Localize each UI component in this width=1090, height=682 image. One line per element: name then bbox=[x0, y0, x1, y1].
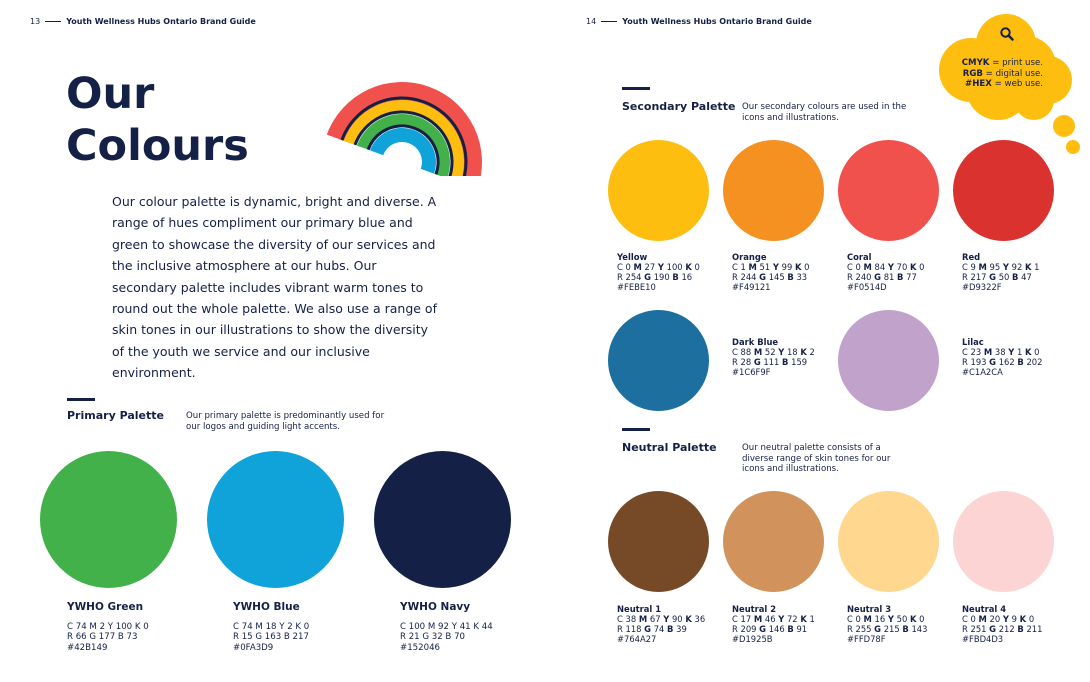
color-values: C 74 M 2 Y 100 K 0 R 66 G 177 B 73 #42B149 bbox=[67, 622, 149, 653]
color-info-coral bbox=[847, 252, 925, 293]
rainbow-illustration bbox=[314, 52, 490, 176]
guide-title: Youth Wellness Hubs Ontario Brand Guide bbox=[66, 17, 256, 26]
color-swatch-lilac bbox=[838, 310, 939, 411]
color-values: C 0 M 16 Y 50 K 0 R 255 G 215 B 143 #FFD78F bbox=[847, 614, 928, 645]
color-values: C 23 M 38 Y 1 K 0 R 193 G 162 B 202 #C1A2CA bbox=[962, 347, 1043, 378]
color-values: C 88 M 52 Y 18 K 2 R 28 G 111 B 159 #1C6F9F bbox=[732, 347, 815, 378]
color-info-neutral-4 bbox=[962, 604, 1042, 645]
cloud-text: CMYK = print use. RGB = digital use. #HEX = web use. bbox=[961, 58, 1043, 90]
color-values: C 0 M 27 Y 100 K 0 R 254 G 190 B 16 #FEBE10 bbox=[617, 262, 700, 293]
color-name: Neutral 1 bbox=[617, 604, 662, 614]
color-swatch-yellow bbox=[608, 140, 709, 241]
color-name: Neutral 4 bbox=[962, 604, 1007, 614]
secondary-palette-heading: Secondary Palette bbox=[622, 100, 736, 113]
primary-palette-description: Our primary palette is predominantly used for our logos and guiding light accents. bbox=[186, 411, 385, 432]
color-info-red bbox=[962, 252, 1040, 293]
color-name: Neutral 2 bbox=[732, 604, 777, 614]
secondary-palette-description: Our secondary colours are used in the icons and illustrations. bbox=[742, 102, 907, 123]
color-name: YWHO Green bbox=[67, 601, 144, 613]
color-name: Red bbox=[962, 252, 981, 262]
color-swatch-orange bbox=[723, 140, 824, 241]
color-swatch-green bbox=[40, 451, 177, 588]
page-header-right bbox=[586, 17, 812, 26]
color-name: Dark Blue bbox=[732, 337, 779, 347]
color-values: C 0 M 20 Y 9 K 0 R 251 G 212 B 211 #FBD4D3 bbox=[962, 614, 1043, 645]
page-number: 13 bbox=[30, 17, 41, 26]
guide-title: Youth Wellness Hubs Ontario Brand Guide bbox=[622, 17, 812, 26]
section-rule bbox=[622, 87, 650, 90]
primary-palette-heading: Primary Palette bbox=[67, 409, 164, 422]
color-name: Neutral 3 bbox=[847, 604, 892, 614]
color-info-blue bbox=[233, 601, 309, 653]
neutral-palette-description: Our neutral palette consists of a diverse range of skin tones for our icons and illustrations. bbox=[742, 443, 891, 474]
color-info-green bbox=[67, 601, 149, 653]
color-info-yellow bbox=[617, 252, 700, 293]
color-swatch-neutral-3 bbox=[838, 491, 939, 592]
color-info-neutral-1 bbox=[617, 604, 705, 645]
color-swatch-coral bbox=[838, 140, 939, 241]
color-info-orange bbox=[732, 252, 810, 293]
section-rule bbox=[622, 428, 650, 431]
page-title bbox=[66, 68, 249, 172]
page-header-left bbox=[30, 17, 256, 26]
color-values: C 100 M 92 Y 41 K 44 R 21 G 32 B 70 #152046 bbox=[400, 622, 493, 653]
page-number: 14 bbox=[586, 17, 597, 26]
header-rule bbox=[45, 21, 61, 22]
color-swatch-dark-blue bbox=[608, 310, 709, 411]
title-line-1: Our bbox=[66, 69, 155, 119]
section-rule bbox=[67, 398, 95, 401]
color-swatch-blue bbox=[207, 451, 344, 588]
intro-paragraph: Our colour palette is dynamic, bright and diverse. A range of hues compliment our primary blue and green to showcase the diversity of our services and the inclusive atmosphere at our hubs. Our secondary palette includes vibrant warm tones to round out the whole palette. We also use a range of skin tones in our illustrations to show the diversity of the youth we service and our inclusive environment. bbox=[112, 194, 437, 381]
color-values: C 0 M 84 Y 70 K 0 R 240 G 81 B 77 #F0514D bbox=[847, 262, 925, 293]
color-info-neutral-3 bbox=[847, 604, 927, 645]
color-values: C 9 M 95 Y 92 K 1 R 217 G 50 B 47 #D9322F bbox=[962, 262, 1040, 293]
title-line-2: Colours bbox=[66, 121, 249, 171]
search-icon bbox=[999, 26, 1015, 42]
color-info-lilac bbox=[962, 337, 1042, 378]
color-info-navy bbox=[400, 601, 493, 653]
color-swatch-neutral-4 bbox=[953, 491, 1054, 592]
color-info-dark-blue bbox=[732, 337, 815, 378]
header-rule bbox=[601, 21, 617, 22]
color-swatch-neutral-2 bbox=[723, 491, 824, 592]
color-name: Orange bbox=[732, 252, 767, 262]
color-name: Lilac bbox=[962, 337, 984, 347]
color-swatch-neutral-1 bbox=[608, 491, 709, 592]
color-name: YWHO Blue bbox=[233, 601, 300, 613]
color-name: Coral bbox=[847, 252, 872, 262]
color-values: C 1 M 51 Y 99 K 0 R 244 G 145 B 33 #F49121 bbox=[732, 262, 810, 293]
color-name: YWHO Navy bbox=[400, 601, 471, 613]
color-values: C 17 M 46 Y 72 K 1 R 209 G 146 B 91 #D1925B bbox=[732, 614, 815, 645]
neutral-palette-heading: Neutral Palette bbox=[622, 441, 717, 454]
color-swatch-navy bbox=[374, 451, 511, 588]
color-name: Yellow bbox=[617, 252, 648, 262]
color-swatch-red bbox=[953, 140, 1054, 241]
color-values: C 74 M 18 Y 2 K 0 R 15 G 163 B 217 #0FA3D9 bbox=[233, 622, 310, 653]
color-info-neutral-2 bbox=[732, 604, 815, 645]
color-values: C 38 M 67 Y 90 K 36 R 118 G 74 B 39 #764A27 bbox=[617, 614, 706, 645]
